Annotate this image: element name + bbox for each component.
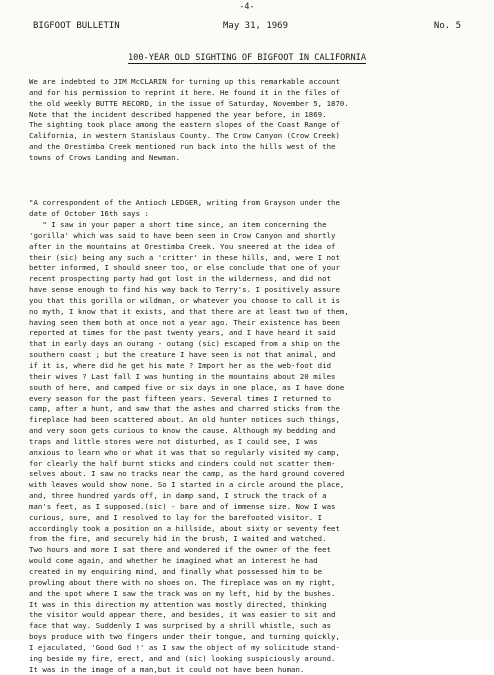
text-line: Two hours and more I sat there and wondered if the owner of the feet [29, 545, 332, 555]
issue-date: May 31, 1969 [223, 21, 289, 31]
text-line: southern coast ; but the creature I have seen is not that animal, and [29, 350, 336, 360]
text-line: created in my enquiring mind, and finally what possessed him to be [29, 567, 323, 576]
correspondent-paragraph [29, 198, 469, 220]
text-line: that in early days an ourang - outang (sic) escaped from a ship on the [29, 339, 340, 349]
text-line: " I saw in your paper a short time since, an item concerning the [29, 220, 327, 229]
text-line: It was in this direction my attention was mostly directed, thinking [29, 599, 327, 609]
text-line: no myth, I know that it exists, and that there are at least two of them, [29, 306, 349, 316]
text-line: have sense enough to find his way back to Terry's. I positively assure [29, 285, 340, 295]
text-line: better informed, I should sneer too, or else conclude that one of your [29, 263, 340, 273]
text-line: recent prospecting party had got lost in the wilderness, and did not [29, 274, 332, 284]
text-line: having seen them both at once not a year ago. Their existence has been [29, 317, 340, 327]
text-line: Note that the incident described happened the year before, in 1869. [29, 109, 327, 119]
intro-paragraph [29, 77, 469, 164]
text-line: for clearly the half burnt sticks and cinders could not scatter them- [29, 458, 336, 468]
text-line: would come again, and whether he imagined what an interest he had [29, 556, 318, 566]
text-line: every season for the past fifteen years. Several times I returned to [29, 393, 332, 403]
issue-number: No. 5 [433, 21, 461, 31]
text-line: curious, sure, and I resolved to lay for the barefooted visitor. I [29, 512, 323, 522]
text-line: face that way. Suddenly I was surprised by a shrill whistle, such as [29, 621, 332, 631]
text-line: their (sic) being any such a 'critter' in these hills, and, were I not [29, 252, 340, 262]
text-line: south of here, and camped five or six days in one place, as I have done [29, 382, 345, 392]
bulletin-header [33, 20, 461, 32]
text-line: 'gorilla' which was said to have been seen in Crow Canyon and shortly [29, 230, 336, 240]
text-line: from the fire, and securely hid in the brush, I waited and watched. [29, 534, 327, 544]
text-line: I ejaculated, 'Good God !' as I saw the object of my solicitude stand- [29, 642, 340, 652]
publication-title: BIGFOOT BULLETIN [33, 21, 120, 31]
text-line: reported at times for the past twenty years, and I have heard it said [29, 328, 336, 338]
text-line: The sighting took place among the eastern slopes of the Coast Range of [29, 120, 340, 130]
text-line: the visitor would appear there, and besides, it was easier to sit and [29, 610, 336, 620]
text-line: fireplace had been scattered about. An old hunter notices such things, [29, 415, 340, 425]
article-title [0, 53, 494, 64]
text-line: anxious to learn who or what it was that so regularly visited my camp, [29, 447, 340, 457]
text-line: camp, after a hunt, and saw that the ashes and charred sticks from the [29, 404, 340, 414]
text-line: and for his permission to reprint it here. He found it in the files of [29, 87, 340, 97]
text-line: their wives ? Last fall I was hunting in the mountains about 20 miles [29, 371, 336, 381]
text-line: selves about. I saw no tracks near the camp, as the hard ground covered [29, 469, 345, 479]
text-line: accordingly took a position on a hillside, about sixty or seventy feet [29, 523, 340, 533]
article-title-text: 100-YEAR OLD SIGHTING OF BIGFOOT IN CALIFORNIA [128, 53, 366, 63]
text-line: and very soon gets curious to know the cause. Although my bedding and [29, 426, 336, 436]
text-line: and, three hundred yards off, in damp sand, I struck the track of a [29, 491, 327, 501]
text-line: if it is, where did he get his mate ? Import her as the web-foot did [29, 360, 332, 370]
text-line: with leaves would show none. So I started in a circle around the place, [29, 480, 345, 490]
text-line: We are indebted to JIM McCLARIN for turning up this remarkable account [29, 77, 340, 86]
text-line: man's feet, as I supposed.(sic) - bare and of immense size. Now I was [29, 501, 336, 511]
text-line: California, in western Stanislaus County. The Crow Canyon (Crow Creek) [29, 131, 340, 141]
text-line: ing beside my fire, erect, and and (sic) looking suspiciously around. [29, 653, 336, 663]
text-line: traps and little stores were not disturbed, as I could see, I was [29, 436, 318, 446]
letter-paragraph [29, 220, 469, 675]
text-line: "A correspondent of the Antioch LEDGER, writing from Grayson under the [29, 198, 340, 207]
text-line: prowling about there with no shoes on. The fireplace was on my right, [29, 577, 336, 587]
page-number: -4- [239, 2, 255, 12]
text-line: you that this gorilla or wildman, or whatever you choose to call it is [29, 295, 340, 305]
text-line: It was in the image of a man,but it could not have been human. [29, 664, 305, 674]
text-line: and the Orestimba Creek mentioned run back into the hills west of the [29, 142, 336, 152]
text-line: date of October 16th says : [29, 208, 149, 218]
text-line: towns of Crows Landing and Newman. [29, 152, 181, 162]
text-line: after in the mountains at Orestimba Creek. You sneered at the idea of [29, 241, 336, 251]
text-line: and the spot where I saw the track was on my left, hid by the bushes. [29, 588, 336, 598]
text-line: the old weekly BUTTE RECORD, in the issue of Saturday, November 5, 1870. [29, 98, 349, 108]
text-line: boys produce with two fingers under their tongue, and turning quickly, [29, 632, 340, 642]
